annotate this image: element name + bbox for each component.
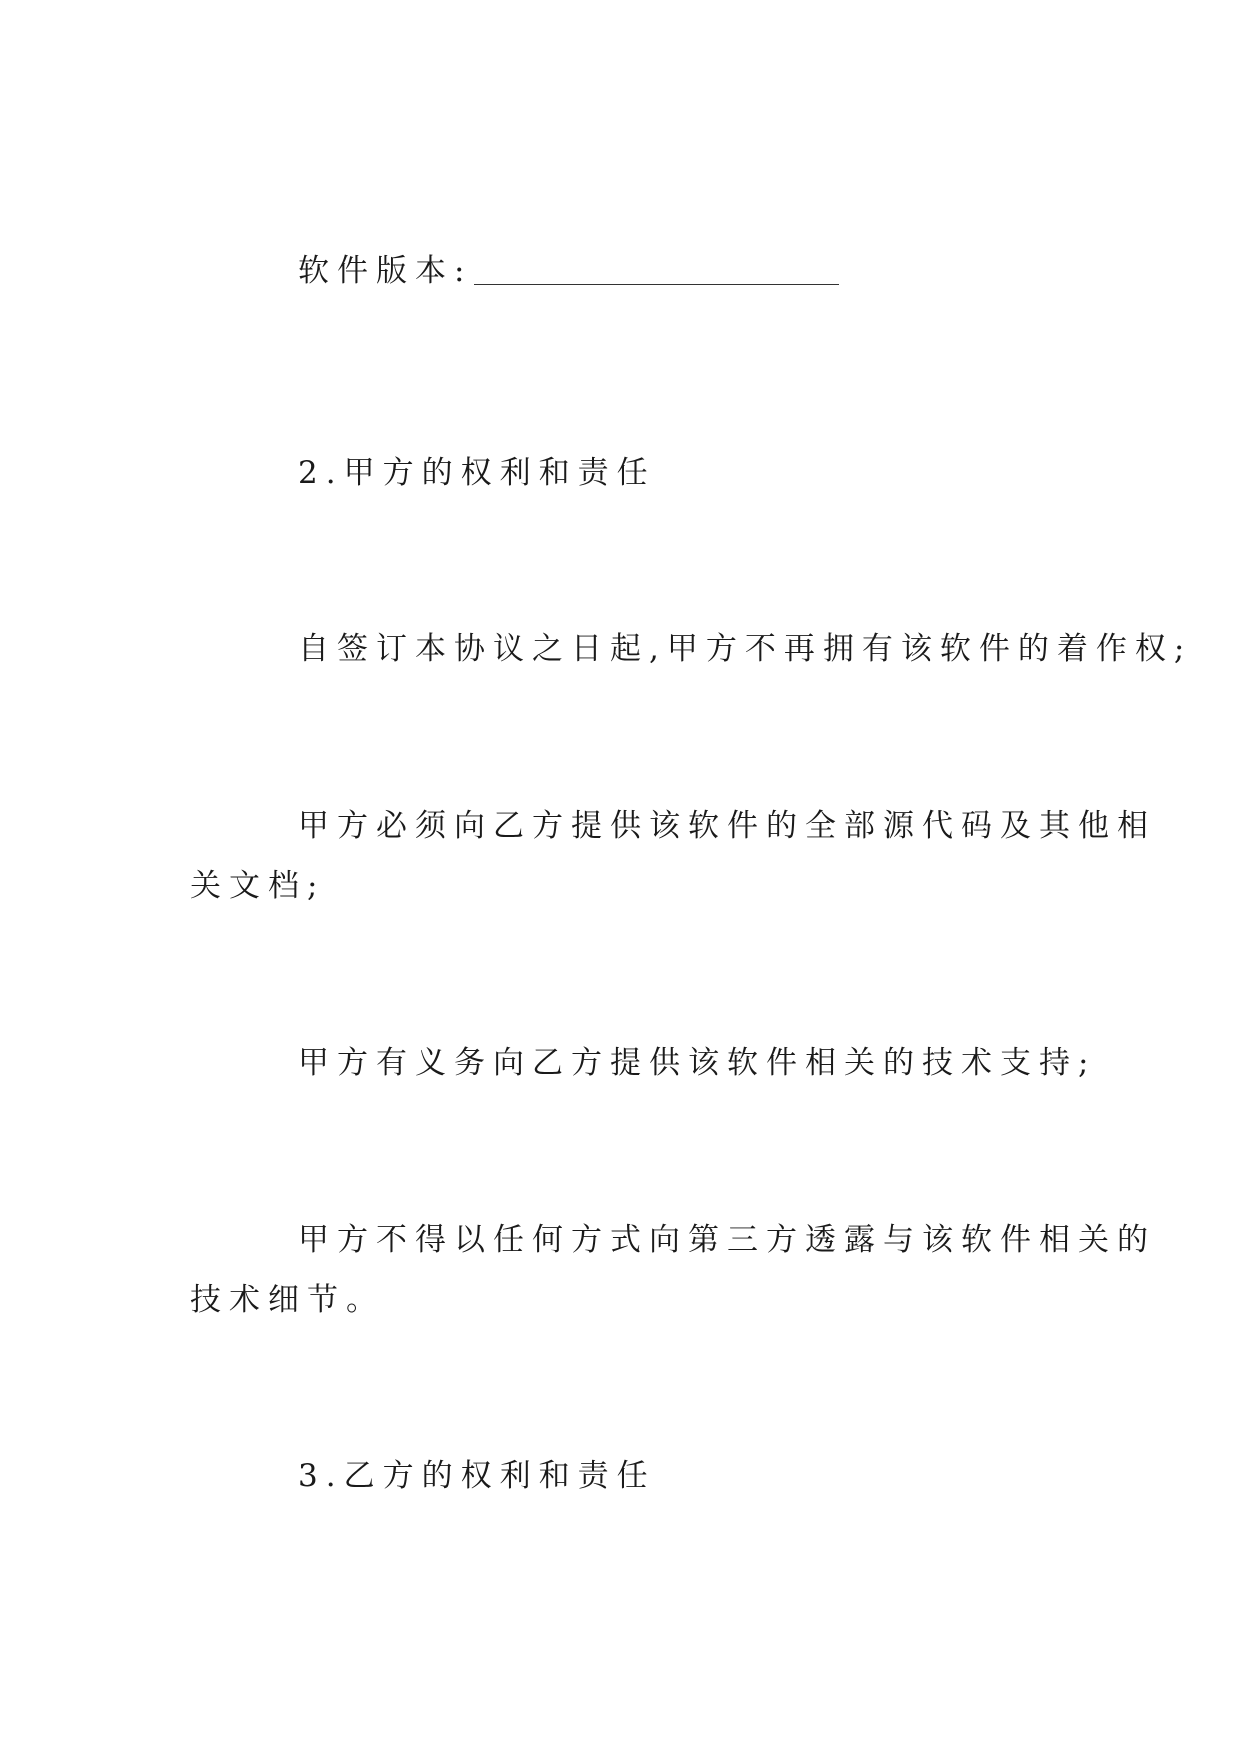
software-version-blank-line	[474, 282, 839, 285]
paragraph-source-code-line-1: 甲方必须向乙方提供该软件的全部源代码及其他相	[298, 808, 1156, 844]
software-version-field	[298, 251, 839, 291]
section-2-heading: 2.甲方的权利和责任	[298, 455, 656, 491]
paragraph-confidentiality-line-2: 技术细节。	[190, 1282, 385, 1318]
software-version-label: 软件版本:	[298, 253, 473, 289]
section-3-heading: 3.乙方的权利和责任	[298, 1458, 656, 1494]
paragraph-source-code-line-2: 关文档;	[190, 868, 326, 904]
paragraph-confidentiality-line-1: 甲方不得以任何方式向第三方透露与该软件相关的	[298, 1222, 1156, 1258]
paragraph-technical-support: 甲方有义务向乙方提供该软件相关的技术支持;	[298, 1045, 1097, 1081]
paragraph-copyright-transfer: 自签订本协议之日起,甲方不再拥有该软件的着作权;	[298, 631, 1193, 667]
